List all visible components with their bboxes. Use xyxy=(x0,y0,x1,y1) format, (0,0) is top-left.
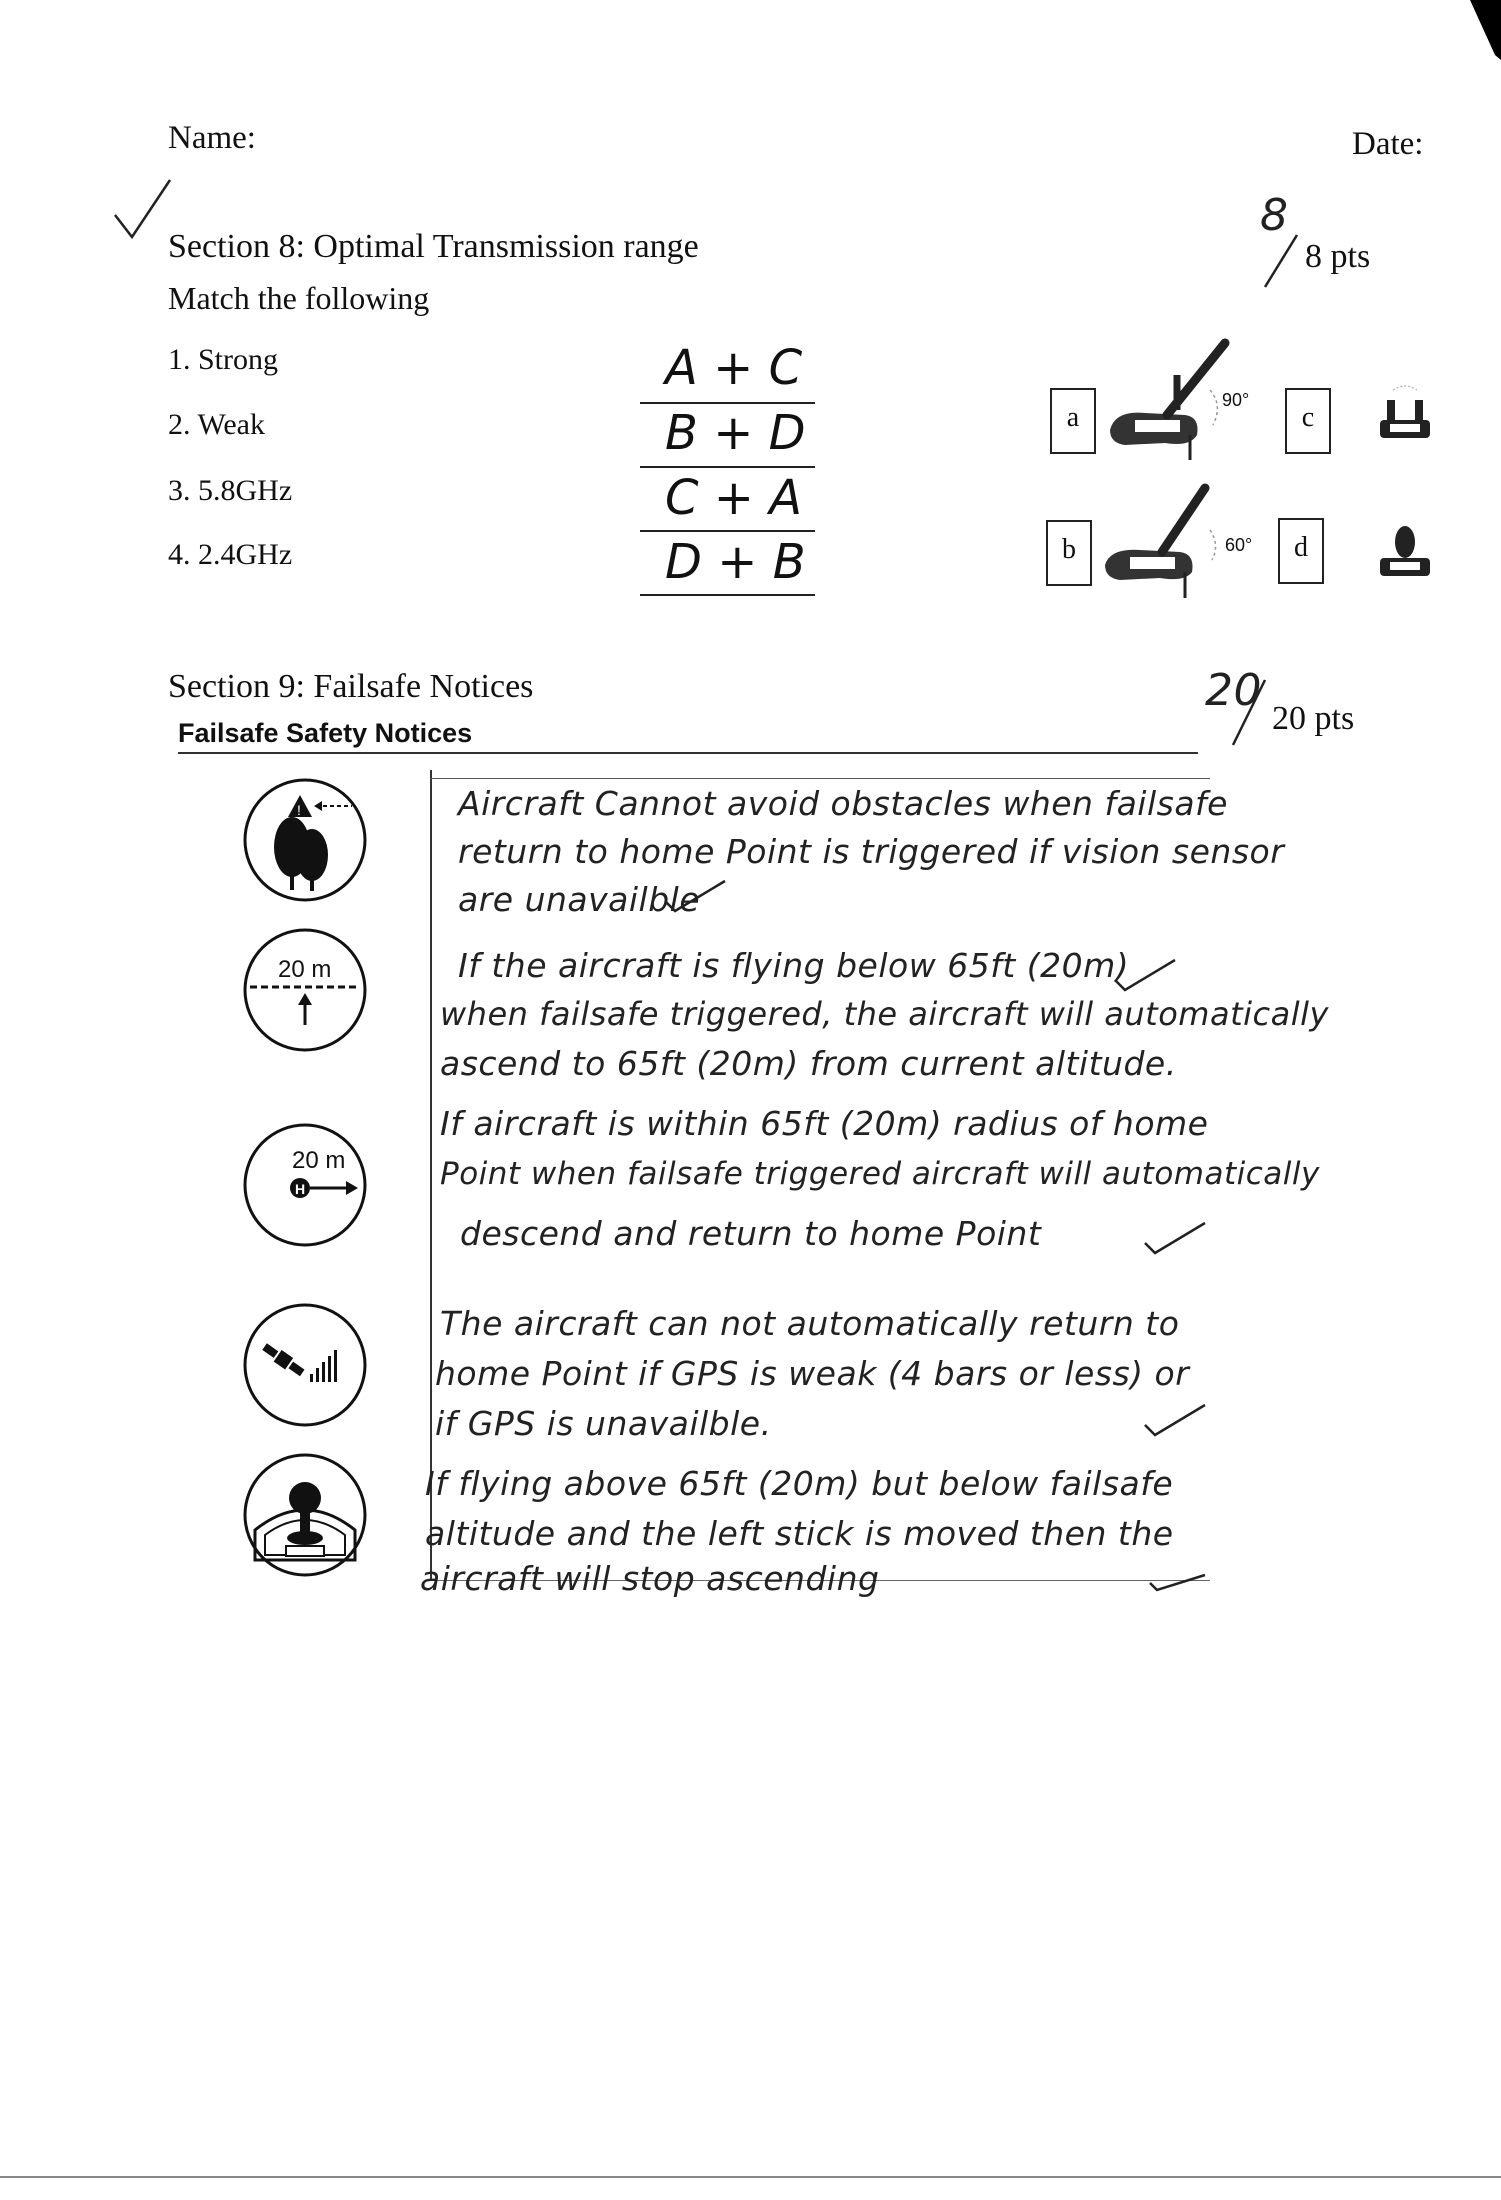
option-c-box: c xyxy=(1285,388,1331,454)
altitude-icon-label: 20 m xyxy=(278,956,332,983)
notice-4-line-2: home Point if GPS is weak (4 bars or less) or xyxy=(435,1354,1190,1393)
check-mark-icon xyxy=(1140,1218,1210,1258)
section8-score-total: 8 pts xyxy=(1305,238,1371,275)
altitude-20m-icon xyxy=(240,925,370,1055)
match-item-3-label: 3. 5.8GHz xyxy=(168,474,293,507)
name-label: Name: xyxy=(168,120,256,156)
notice-3-line-3: descend and return to home Point xyxy=(460,1214,1042,1253)
match-item-4-answer: D + B xyxy=(665,534,806,590)
answer-line-1 xyxy=(640,402,815,404)
answers-top-rule xyxy=(430,778,1210,779)
notice-3-line-1: If aircraft is within 65ft (20m) radius of home xyxy=(440,1104,1209,1143)
table-top-rule xyxy=(178,752,1198,754)
section8-score-given: 8 xyxy=(1260,190,1289,241)
svg-text:!: ! xyxy=(297,802,301,818)
section9-score-total: 20 pts xyxy=(1272,700,1355,737)
svg-text:H: H xyxy=(295,1181,306,1197)
table-column-divider xyxy=(430,770,432,1580)
match-item-2-label: 2. Weak xyxy=(168,408,266,441)
gps-signal-icon xyxy=(240,1300,370,1430)
check-mark-icon xyxy=(660,876,730,916)
answer-line-4 xyxy=(640,594,815,596)
notice-3-line-2: Point when failsafe triggered aircraft will automatically xyxy=(440,1156,1320,1192)
radius-icon-label: 20 m xyxy=(292,1147,346,1174)
corner-mark xyxy=(1450,0,1501,60)
antenna-signal-upright-icon xyxy=(1375,520,1435,590)
option-a-angle: 90° xyxy=(1222,390,1250,410)
match-item-1-answer: A + C xyxy=(665,340,803,396)
notice-1-line-3: are unavailble xyxy=(458,880,701,919)
notice-5-line-3: aircraft will stop ascending xyxy=(420,1559,880,1598)
notice-2-line-1: If the aircraft is flying below 65ft (20m) xyxy=(458,946,1130,985)
scan-edge-line xyxy=(0,2176,1501,2178)
match-item-2-answer: B + D xyxy=(665,405,806,461)
match-item-4-label: 4. 2.4GHz xyxy=(168,538,293,571)
notice-4-line-1: The aircraft can not automatically return to xyxy=(440,1304,1180,1343)
failsafe-table-title: Failsafe Safety Notices xyxy=(178,718,473,748)
notice-1-line-2: return to home Point is triggered if vision sensor xyxy=(458,832,1285,871)
antenna-signal-flat-icon xyxy=(1375,370,1435,450)
option-b-box: b xyxy=(1046,520,1092,586)
answer-line-2 xyxy=(640,466,815,468)
option-a-box: a xyxy=(1050,388,1096,454)
notice-5-line-2: altitude and the left stick is moved then the xyxy=(425,1514,1174,1553)
control-stick-icon xyxy=(240,1450,370,1580)
notice-2-line-2: when failsafe triggered, the aircraft will automatically xyxy=(440,995,1329,1033)
section9-title: Section 9: Failsafe Notices xyxy=(168,668,534,705)
section8-title: Section 8: Optimal Transmission range xyxy=(168,228,699,265)
score-slash-icon xyxy=(1255,195,1305,290)
date-label: Date: xyxy=(1352,126,1424,162)
check-mark-icon xyxy=(1145,1565,1215,1595)
notice-5-line-1: If flying above 65ft (20m) but below failsafe xyxy=(425,1464,1174,1503)
check-mark-icon xyxy=(1110,955,1180,995)
option-d-box: d xyxy=(1278,518,1324,584)
check-mark-icon xyxy=(1140,1400,1210,1440)
match-item-1-label: 1. Strong xyxy=(168,343,279,376)
notice-2-line-3: ascend to 65ft (20m) from current altitude. xyxy=(440,1044,1177,1083)
section9-score-given: 20 xyxy=(1205,665,1262,716)
obstacle-warning-icon xyxy=(240,775,370,905)
option-b-angle: 60° xyxy=(1225,535,1253,555)
match-item-3-answer: C + A xyxy=(665,470,803,526)
notice-1-line-1: Aircraft Cannot avoid obstacles when failsafe xyxy=(458,784,1228,823)
home-radius-20m-icon xyxy=(240,1120,370,1250)
section8-instruction: Match the following xyxy=(168,280,430,316)
notice-4-line-3: if GPS is unavailble. xyxy=(435,1404,772,1443)
answer-line-3 xyxy=(640,530,815,532)
score-slash-icon xyxy=(1225,670,1275,750)
